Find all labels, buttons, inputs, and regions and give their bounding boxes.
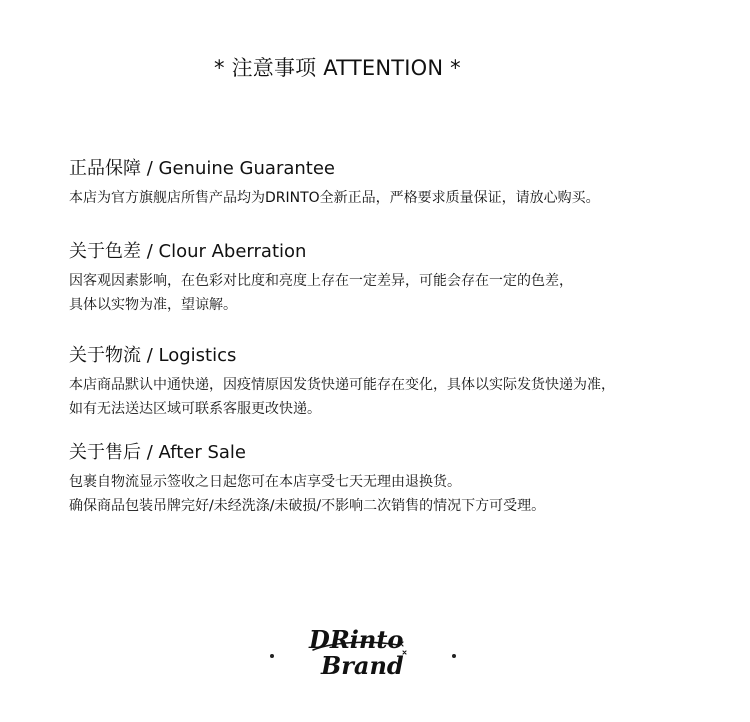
section-text-line: 本店为官方旗舰店所售产品均为DRINTO全新正品，严格要求质量保证，请放心购买。 xyxy=(69,190,600,206)
section-text-line: 如有无法送达区域可联系客服更改快递。 xyxy=(69,401,321,417)
section-text-line: 具体以实物为准，望谅解。 xyxy=(69,297,237,313)
logo-text-line2: Brand xyxy=(321,651,404,680)
section-heading: 关于物流 / Logistics xyxy=(69,345,237,366)
section-after-sale xyxy=(69,441,709,518)
logo-text-line1: DRinto xyxy=(309,625,404,654)
section-text-line: 确保商品包装吊牌完好/未经洗涤/未破损/不影响二次销售的情况下方可受理。 xyxy=(69,498,546,514)
section-heading: 关于售后 / After Sale xyxy=(69,442,246,463)
footer-dot-right xyxy=(452,654,456,658)
section-heading: 关于色差 / Clour Aberration xyxy=(69,241,307,262)
section-genuine-guarantee xyxy=(69,157,709,210)
section-text-line: 因客观因素影响，在色彩对比度和亮度上存在一定差异，可能会存在一定的色差， xyxy=(69,273,573,289)
section-color-aberration xyxy=(69,240,709,317)
footer-dot-left xyxy=(270,654,274,658)
page-title: * 注意事项 ATTENTION * xyxy=(214,56,461,80)
section-heading: 正品保障 / Genuine Guarantee xyxy=(69,158,335,179)
section-logistics xyxy=(69,344,709,421)
section-text-line: 本店商品默认中通快递，因疫情原因发货快递可能存在变化，具体以实际发货快递为准， xyxy=(69,377,615,393)
drinto-brand-logo xyxy=(303,620,413,690)
section-text-line: 包裹自物流显示签收之日起您可在本店享受七天无理由退换货。 xyxy=(69,474,461,490)
